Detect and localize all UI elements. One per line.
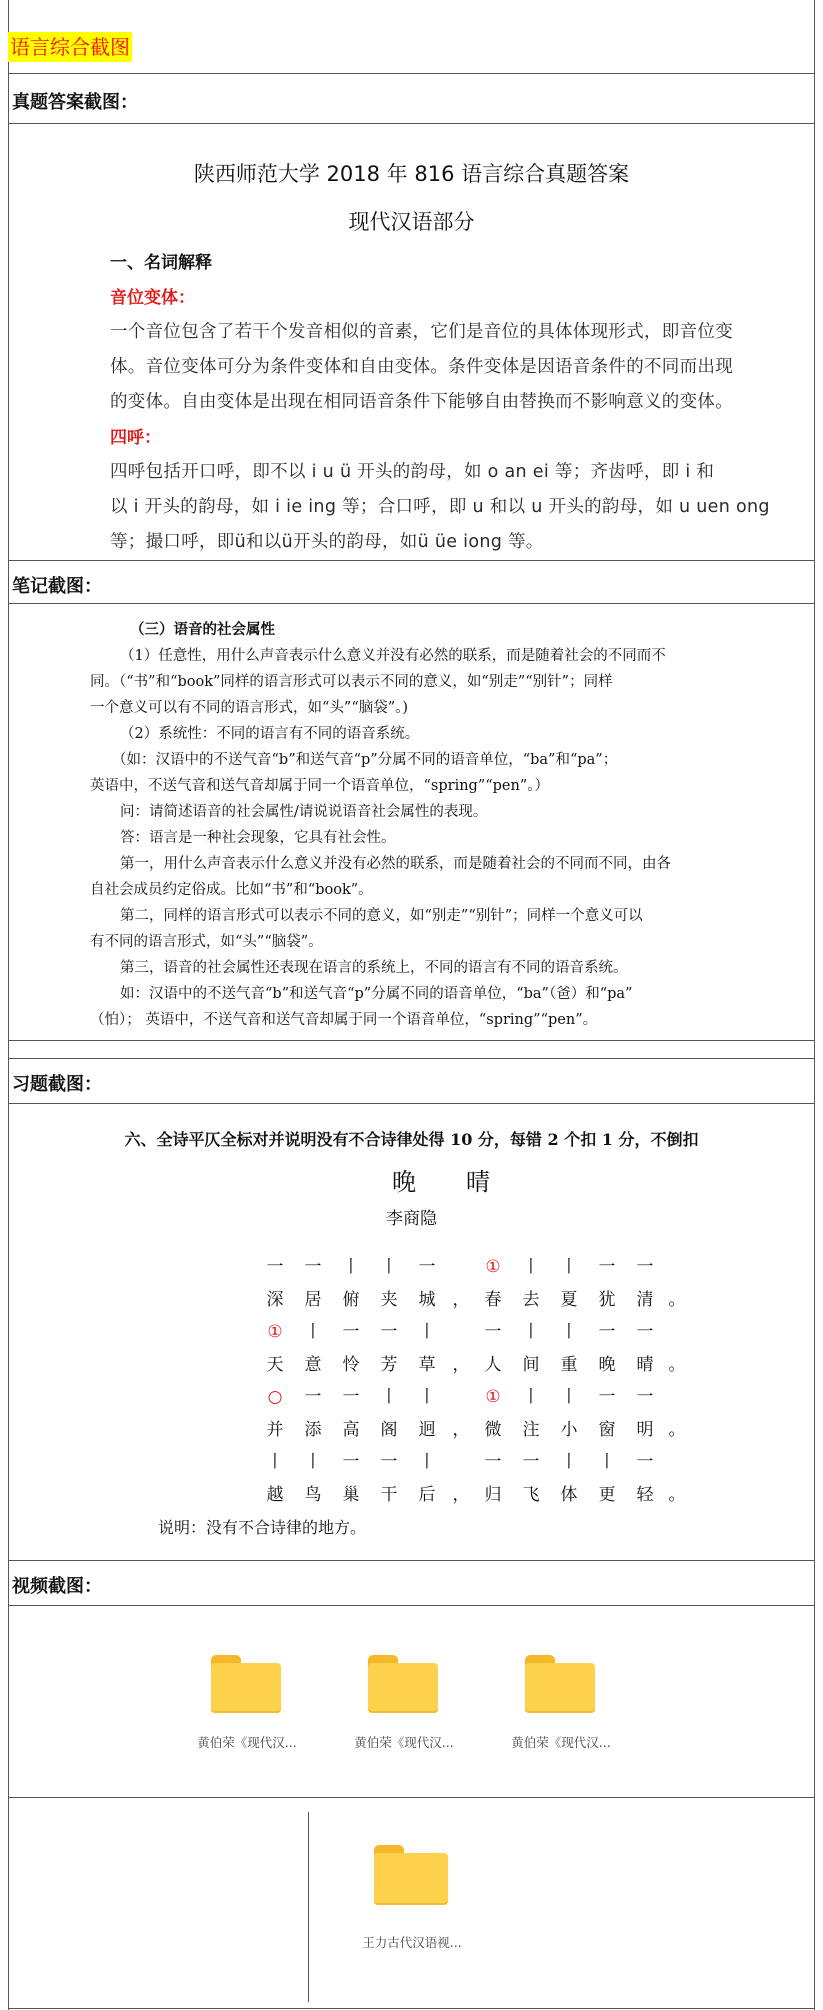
video-section-label: 视频截图： — [12, 1576, 102, 1597]
tone-mark: 丨 — [418, 1322, 436, 1342]
term-phoneme-variant: 音位变体： — [110, 288, 195, 308]
definition-line: 一个音位包含了若干个发音相似的音素，它们是音位的具体体现形式，即音位变 — [110, 322, 733, 342]
tone-mark: 一 — [598, 1322, 616, 1342]
poem-char: 巢 — [342, 1484, 360, 1505]
divider — [8, 123, 815, 124]
poem-char: 明 — [636, 1419, 654, 1440]
poem-char: 晴 — [636, 1354, 654, 1375]
poem-char: 干 — [380, 1484, 398, 1505]
poem-char: 芳 — [380, 1354, 398, 1375]
tone-mark: 一 — [636, 1322, 654, 1342]
tone-mark: 一 — [418, 1257, 436, 1277]
tone-mark: 一 — [598, 1257, 616, 1277]
folder-label: 黄伯荣《现代汉... — [511, 1735, 611, 1750]
note-line: （如：汉语中的不送气音“b”和送气音“p”分属不同的语音单位，“ba”和“pa”； — [112, 752, 618, 768]
tone-mark: 丨 — [598, 1452, 616, 1472]
note-line: 自社会成员约定俗成。比如“书”和“book”。 — [90, 882, 373, 898]
frame-left — [8, 0, 9, 2010]
tone-mark: 丨 — [266, 1452, 284, 1472]
tone-mark: 丨 — [560, 1257, 578, 1277]
definition-line: 四呼包括开口呼，即不以 i u ü 开头的韵母，如 o an ei 等；齐齿呼，即 i 和 — [110, 462, 715, 482]
poem-char: 。 — [668, 1484, 686, 1505]
poem-char: 俯 — [342, 1289, 360, 1310]
poem-char: 阁 — [380, 1419, 398, 1440]
folder-label: 黄伯荣《现代汉... — [197, 1735, 297, 1750]
poem-char: 去 — [522, 1289, 540, 1310]
poem-char: 小 — [560, 1419, 578, 1440]
tone-mark: ① — [267, 1322, 283, 1342]
definition-line: 体。音位变体可分为条件变体和自由变体。条件变体是因语音条件的不同而出现 — [110, 357, 733, 377]
divider — [8, 1797, 815, 1798]
tone-mark: 一 — [636, 1257, 654, 1277]
poem-char: 清 — [636, 1289, 654, 1310]
answer-title: 陕西师范大学 2018 年 816 语言综合真题答案 — [193, 162, 630, 186]
note-line: 一个意义可以有不同的语言形式，如“头”“脑袋”。) — [90, 700, 409, 716]
divider — [8, 73, 815, 74]
poem-char: 怜 — [342, 1354, 360, 1375]
tone-mark: 丨 — [418, 1452, 436, 1472]
term-four-hu: 四呼： — [110, 428, 161, 448]
tone-mark: 丨 — [304, 1452, 322, 1472]
folder-label: 王力古代汉语视... — [362, 1935, 462, 1950]
poem-char: 轻 — [636, 1484, 654, 1505]
tone-mark: 一 — [636, 1387, 654, 1407]
tone-mark: 一 — [342, 1387, 360, 1407]
exercise-section-label: 习题截图： — [12, 1074, 102, 1095]
note-line: 第一，用什么声音表示什么意义并没有必然的联系，而是随着社会的不同而不同，由各 — [120, 856, 671, 872]
folder-icon — [374, 1845, 448, 1905]
definition-line: 等；撮口呼，即ü和以ü开头的韵母，如ü üe iong 等。 — [110, 532, 544, 552]
tone-mark: 丨 — [522, 1257, 540, 1277]
tone-mark: 一 — [636, 1452, 654, 1472]
poem-char: 迥 — [418, 1419, 436, 1440]
poem-char: 深 — [266, 1289, 284, 1310]
note-line: 同。（“书”和“book”同样的语言形式可以表示不同的意义，如“别走”“别针”；同样 — [90, 674, 613, 690]
tone-mark: 一 — [598, 1387, 616, 1407]
tone-mark: 一 — [380, 1322, 398, 1342]
note-title: （三）语音的社会属性 — [130, 621, 275, 638]
answer-heading: 一、名词解释 — [110, 253, 212, 273]
poem-char: ， — [452, 1289, 470, 1310]
tone-mark: ○ — [267, 1387, 283, 1407]
poem-char: 夏 — [560, 1289, 578, 1310]
tone-mark: ① — [485, 1387, 501, 1407]
poem-title: 晚晴 — [392, 1168, 540, 1196]
note-line: （怕）； 英语中，不送气音和送气音却属于同一个语音单位，“spring”“pen”。 — [90, 1012, 598, 1028]
poem-char: 意 — [304, 1354, 322, 1375]
page-title: 语言综合截图 — [8, 32, 132, 62]
note-line: 答：语言是一种社会现象，它具有社会性。 — [120, 830, 396, 846]
tone-mark: ① — [485, 1257, 501, 1277]
note-line: （2）系统性：不同的语言有不同的语音系统。 — [120, 726, 420, 742]
panel-edge — [308, 1812, 309, 2002]
tone-mark: 丨 — [380, 1387, 398, 1407]
poem-char: 鸟 — [304, 1484, 322, 1505]
poem-char: 城 — [418, 1289, 436, 1310]
divider — [8, 1040, 815, 1041]
poem-char: 间 — [522, 1354, 540, 1375]
poem-char: 重 — [560, 1354, 578, 1375]
divider — [8, 560, 815, 561]
tone-mark: 丨 — [560, 1322, 578, 1342]
poem-char: 飞 — [522, 1484, 540, 1505]
note-line: 有不同的语言形式，如“头”“脑袋”。 — [90, 934, 323, 950]
poem-char: ， — [452, 1354, 470, 1375]
note-line: 如：汉语中的不送气音“b”和送气音“p”分属不同的语音单位，“ba”（爸）和“pa” — [120, 986, 633, 1002]
poem-char: 微 — [484, 1419, 502, 1440]
tone-mark: 丨 — [522, 1322, 540, 1342]
tone-mark: 丨 — [560, 1452, 578, 1472]
poem-char: 春 — [484, 1289, 502, 1310]
divider — [8, 1560, 815, 1561]
tone-mark: 一 — [342, 1452, 360, 1472]
divider — [8, 1605, 815, 1606]
answer-subtitle: 现代汉语部分 — [348, 210, 475, 234]
tone-mark: 一 — [522, 1452, 540, 1472]
poem-char: 。 — [668, 1289, 686, 1310]
note-line: 第三，语音的社会属性还表现在语言的系统上，不同的语言有不同的语音系统。 — [120, 960, 628, 976]
folder-icon — [525, 1655, 595, 1713]
poem-char: 人 — [484, 1354, 502, 1375]
exercise-question: 六、全诗平仄全标对并说明没有不合诗律处得 10 分，每错 2 个扣 1 分，不倒扣 — [124, 1130, 699, 1149]
poem-char: 。 — [668, 1354, 686, 1375]
frame-right — [814, 0, 815, 2010]
folder-label: 黄伯荣《现代汉... — [354, 1735, 454, 1750]
note-line: 英语中，不送气音和送气音却属于同一个语音单位，“spring”“pen”。） — [90, 778, 550, 794]
folder-icon — [368, 1655, 438, 1713]
tone-mark: 丨 — [342, 1257, 360, 1277]
note-line: （1）任意性，用什么声音表示什么意义并没有必然的联系，而是随着社会的不同而不 — [120, 648, 666, 664]
note-line: 问：请简述语音的社会属性/请说说语音社会属性的表现。 — [120, 804, 488, 820]
tone-mark: 丨 — [522, 1387, 540, 1407]
poem-char: 归 — [484, 1484, 502, 1505]
divider — [8, 1058, 815, 1059]
divider — [8, 1103, 815, 1104]
poem-char: ， — [452, 1484, 470, 1505]
divider — [8, 603, 815, 604]
poem-char: 高 — [342, 1419, 360, 1440]
tone-mark: 一 — [266, 1257, 284, 1277]
poem-char: 越 — [266, 1484, 284, 1505]
poem-char: 。 — [668, 1419, 686, 1440]
divider — [8, 2008, 815, 2009]
answer-section-label: 真题答案截图： — [12, 92, 138, 113]
poem-char: 体 — [560, 1484, 578, 1505]
poem-char: 天 — [266, 1354, 284, 1375]
poem-note: 说明：没有不合诗律的地方。 — [158, 1518, 367, 1537]
tone-mark: 丨 — [304, 1322, 322, 1342]
tone-mark: 丨 — [560, 1387, 578, 1407]
poem-char: 晚 — [598, 1354, 616, 1375]
tone-mark: 一 — [380, 1452, 398, 1472]
tone-mark: 丨 — [380, 1257, 398, 1277]
poem-char: 犹 — [598, 1289, 616, 1310]
notes-section-label: 笔记截图： — [12, 576, 102, 597]
poem-char: 注 — [522, 1419, 540, 1440]
tone-mark: 一 — [304, 1257, 322, 1277]
poem-char: 并 — [266, 1419, 284, 1440]
poem-char: ， — [452, 1419, 470, 1440]
tone-mark: 丨 — [418, 1387, 436, 1407]
poem-char: 居 — [304, 1289, 322, 1310]
poem-char: 窗 — [598, 1419, 616, 1440]
definition-line: 的变体。自由变体是出现在相同语音条件下能够自由替换而不影响意义的变体。 — [110, 392, 733, 412]
tone-mark: 一 — [484, 1452, 502, 1472]
poem-author: 李商隐 — [386, 1209, 437, 1229]
definition-line: 以 i 开头的韵母，如 i ie ing 等；合口呼，即 u 和以 u 开头的韵母，如 u uen ong — [110, 497, 770, 517]
poem-char: 后 — [418, 1484, 436, 1505]
tone-mark: 一 — [484, 1322, 502, 1342]
poem-char: 夹 — [380, 1289, 398, 1310]
poem-char: 更 — [598, 1484, 616, 1505]
folder-icon — [211, 1655, 281, 1713]
note-line: 第二，同样的语言形式可以表示不同的意义，如“别走”“别针”；同样一个意义可以 — [120, 908, 643, 924]
tone-mark: 一 — [304, 1387, 322, 1407]
tone-mark: 一 — [342, 1322, 360, 1342]
poem-char: 草 — [418, 1354, 436, 1375]
poem-char: 添 — [304, 1419, 322, 1440]
